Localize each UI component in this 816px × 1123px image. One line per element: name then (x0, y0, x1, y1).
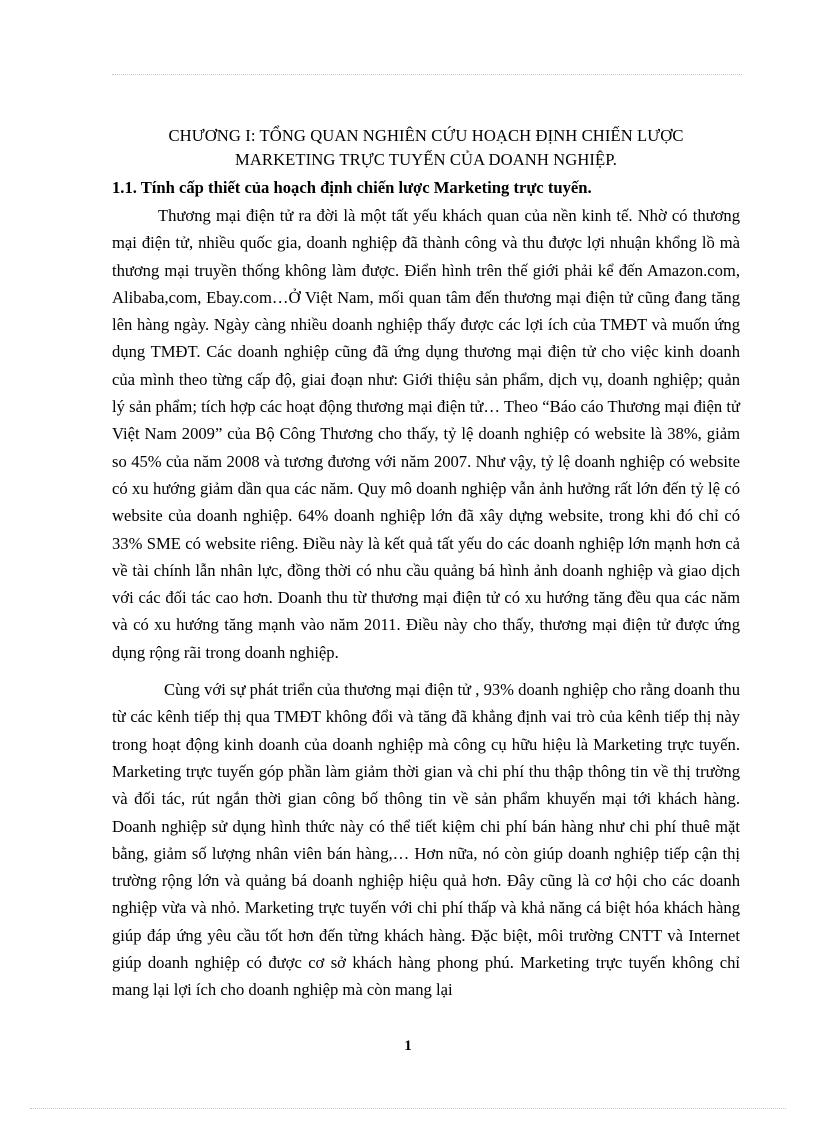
body-paragraph-1: Thương mại điện tử ra đời là một tất yếu khách quan của nền kinh tế. Nhờ có thương mại điện tử, nhiều quốc gia, doanh nghiệp đã thành công và thu được lợi nhuận khổng lồ mà thương mại truyền thống không làm được. Điển hình trên thế giới phải kể đến Amazon.com, Alibaba,com, Ebay.com…Ở Việt Nam, mối quan tâm đến thương mại điện tử cũng đang tăng lên hàng ngày. Ngày càng nhiều doanh nghiệp thấy được các lợi ích của TMĐT và muốn ứng dụng TMĐT. Các doanh nghiệp cũng đã ứng dụng thương mại điện tử cho việc kinh doanh của mình theo từng cấp độ, giai đoạn như: Giới thiệu sản phẩm, dịch vụ, doanh nghiệp; quản lý sản phẩm; tích hợp các hoạt động thương mại điện tử… Theo “Báo cáo Thương mại điện tử Việt Nam 2009” của Bộ Công Thương cho thấy, tỷ lệ doanh nghiệp có website là 38%, giảm so 45% của năm 2008 và tương đương với năm 2007. Như vậy, tỷ lệ doanh nghiệp có website có xu hướng giảm dần qua các năm. Quy mô doanh nghiệp vẫn ảnh hưởng rất lớn đến tỷ lệ có website của doanh nghiệp. 64% doanh nghiệp lớn đã xây dựng website, trong khi đó chỉ có 33% SME có website riêng. Điều này là kết quả tất yếu do các doanh nghiệp lớn mạnh hơn cả về tài chính lẫn nhân lực, đồng thời có nhu cầu quảng bá hình ảnh doanh nghiệp và giao dịch với các đối tác cao hơn. Doanh thu từ thương mại điện tử có xu hướng tăng đều qua các năm và có xu hướng tăng mạnh vào năm 2011. Điều này cho thấy, thương mại điện tử được ứng dụng rộng rãi trong doanh nghiệp. (112, 206, 740, 662)
chapter-title (112, 124, 740, 172)
page-content (112, 124, 740, 1004)
page-number: 1 (404, 1038, 412, 1054)
top-dotted-divider (112, 74, 742, 75)
section-heading: 1.1. Tính cấp thiết của hoạch định chiến lược Marketing trực tuyến. (112, 178, 592, 197)
body-paragraph-2: Cùng với sự phát triển của thương mại điện tử , 93% doanh nghiệp cho rằng doanh thu từ các kênh tiếp thị qua TMĐT không đổi và tăng đã khẳng định vai trò của kênh tiếp thị này trong hoạt động kinh doanh của doanh nghiệp mà công cụ hữu hiệu là Marketing trực tuyến. Marketing trực tuyến góp phần làm giảm thời gian và chi phí thu thập thông tin về thị trường và đối tác, rút ngắn thời gian công bố thông tin về sản phẩm khuyến mại tới khách hàng. Doanh nghiệp sử dụng hình thức này có thể tiết kiệm chi phí bán hàng như chi phí thuê mặt bằng, giảm số lượng nhân viên bán hàng,… Hơn nữa, nó còn giúp doanh nghiệp tiếp cận thị trường rộng lớn và quảng bá doanh nghiệp hiệu quả hơn. Đây cũng là cơ hội cho các doanh nghiệp vừa và nhỏ. Marketing trực tuyến với chi phí thấp và khả năng cá biệt hóa khách hàng giúp đáp ứng yêu cầu tốt hơn đến từng khách hàng. Đặc biệt, môi trường CNTT và Internet giúp doanh nghiệp có được cơ sở khách hàng phong phú. Marketing trực tuyến không chỉ mang lại lợi ích cho doanh nghiệp mà còn mang lại (112, 680, 740, 1000)
bottom-dotted-divider (30, 1108, 786, 1109)
chapter-title-line-2: MARKETING TRỰC TUYẾN CỦA DOANH NGHIỆP. (234, 150, 618, 169)
chapter-title-line-1: CHƯƠNG I: TỔNG QUAN NGHIÊN CỨU HOẠCH ĐỊNH CHIẾN LƯỢC (168, 126, 684, 145)
